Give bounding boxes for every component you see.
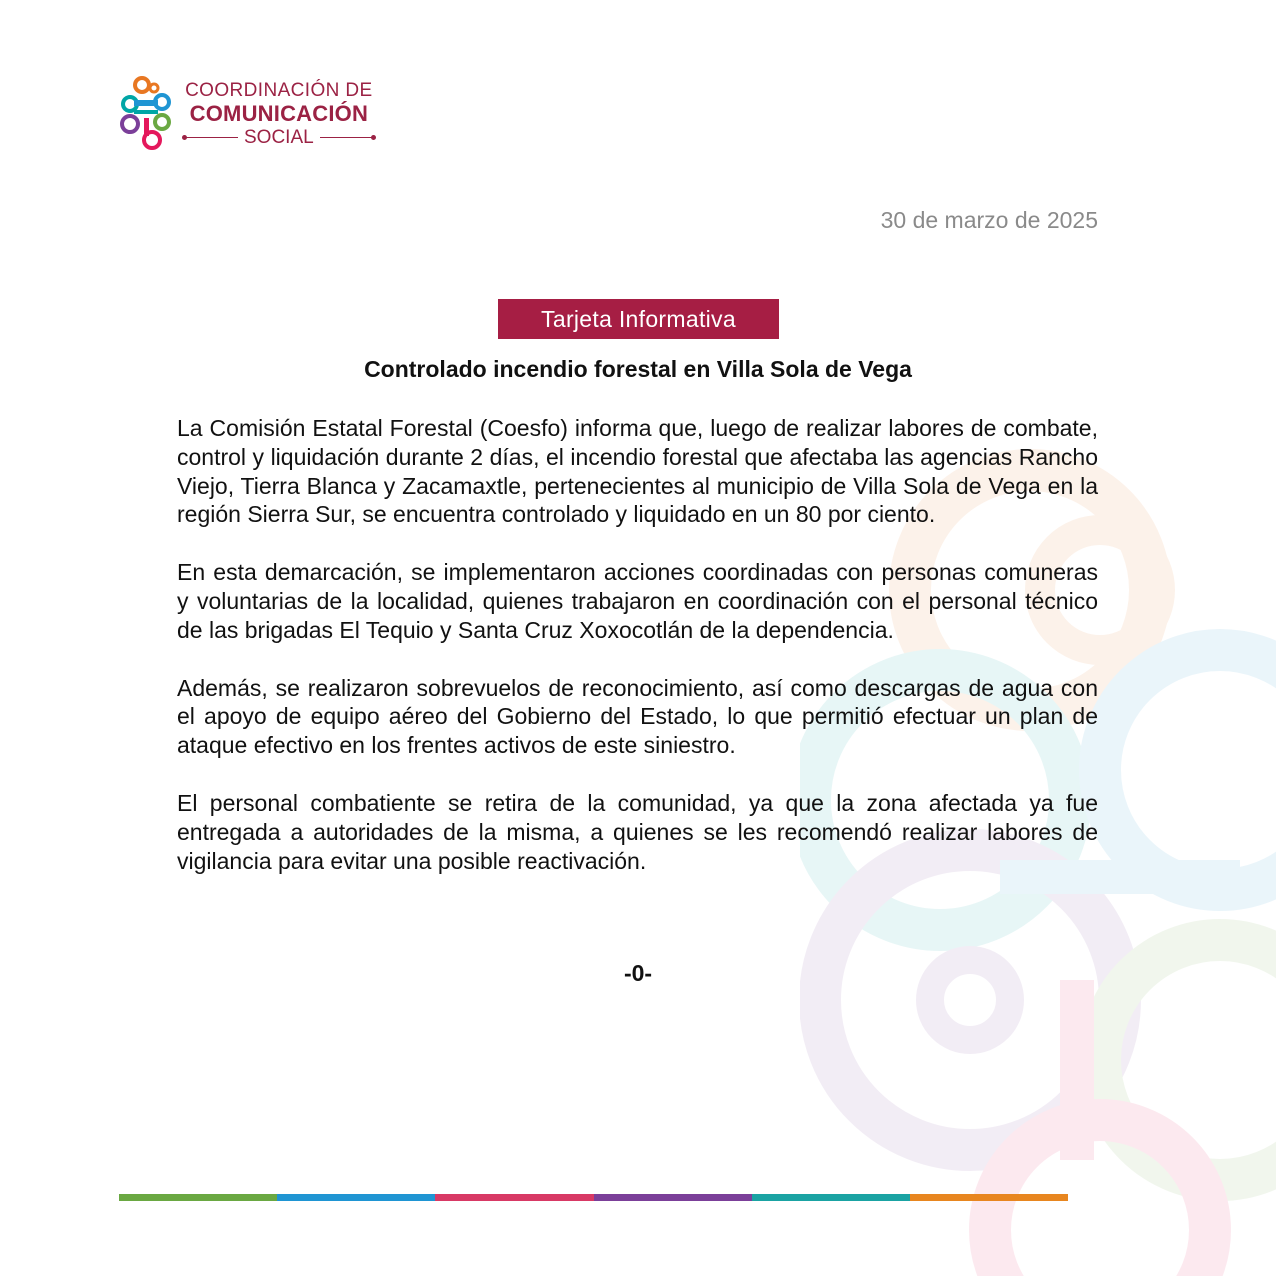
- coordinacion-logo: [118, 74, 374, 154]
- logo-line-2: COMUNICACIÓN: [189, 101, 369, 126]
- color-bar-segment: [752, 1194, 910, 1201]
- article-paragraph: El personal combatiente se retira de la comunidad, ya que la zona afectada ya fue entregada a autoridades de la misma, a quienes se les recomendó realizar labores de vigilancia para evitar una posible reactivación.: [177, 789, 1098, 874]
- logo-rule-left: [184, 137, 238, 139]
- article-paragraph: La Comisión Estatal Forestal (Coesfo) informa que, luego de realizar labores de combate, control y liquidación durante 2 días, el incendio forestal que afectaba las agencias Rancho Viejo, Tierra Blanca y Zacamaxtle, pertenecientes al municipio de Villa Sola de Vega en la región Sierra Sur, se encuentra controlado y liquidado en un 80 por ciento.: [177, 415, 1098, 528]
- logo-knot-icon: [118, 74, 174, 154]
- color-bar-segment: [594, 1194, 752, 1201]
- document-type-badge: Tarjeta Informativa: [498, 299, 779, 339]
- color-bar-segment: [435, 1194, 593, 1201]
- logo-line-1: COORDINACIÓN DE: [185, 80, 373, 101]
- article-body: [177, 414, 1098, 904]
- logo-line-3: [184, 128, 374, 147]
- article-paragraph: En esta demarcación, se implementaron acciones coordinadas con personas comuneras y voluntarias de la localidad, quienes trabajaron en coordinación con el personal técnico de las brigadas El Tequio y Santa Cruz Xoxocotlán de la dependencia.: [177, 559, 1098, 643]
- color-bar-segment: [910, 1194, 1068, 1201]
- end-mark: -0-: [623, 960, 653, 986]
- footer-color-bar: [119, 1194, 1068, 1201]
- page-title: Controlado incendio forestal en Villa Sola de Vega: [364, 356, 912, 382]
- color-bar-segment: [277, 1194, 435, 1201]
- logo-rule-right: [320, 137, 374, 139]
- logo-line-3-text: SOCIAL: [244, 127, 314, 148]
- article-paragraph: Además, se realizaron sobrevuelos de reconocimiento, así como descargas de agua con el apoyo de equipo aéreo del Gobierno del Estado, lo que permitió efectuar un plan de ataque efectivo en los frentes activos de este siniestro.: [177, 674, 1098, 759]
- document-date: 30 de marzo de 2025: [880, 207, 1098, 233]
- color-bar-segment: [119, 1194, 277, 1201]
